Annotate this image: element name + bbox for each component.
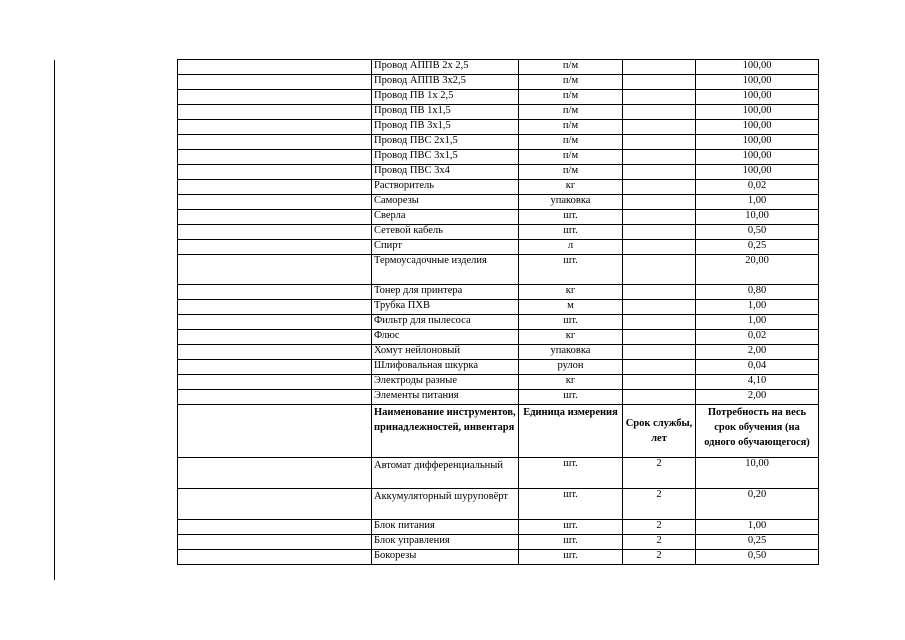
service-life-cell: [623, 315, 696, 330]
quantity-cell: 100,00: [696, 60, 819, 75]
blank-cell: [178, 165, 372, 180]
service-life-cell: 2: [623, 550, 696, 565]
name-cell: Провод ПВ 3х1,5: [372, 120, 519, 135]
table-row: [178, 390, 819, 405]
unit-cell: п/м: [519, 75, 623, 90]
blank-cell: [178, 255, 372, 285]
name-cell: Трубка ПХВ: [372, 300, 519, 315]
unit-cell: п/м: [519, 90, 623, 105]
left-margin-line: [54, 60, 55, 580]
blank-cell: [178, 535, 372, 550]
name-cell: Сверла: [372, 210, 519, 225]
supplies-table-body: [178, 60, 819, 565]
service-life-cell: [623, 135, 696, 150]
blank-cell: [178, 520, 372, 535]
unit-cell: кг: [519, 375, 623, 390]
name-cell: Шлифовальная шкурка: [372, 360, 519, 375]
unit-cell: упаковка: [519, 345, 623, 360]
service-life-cell: 2: [623, 489, 696, 520]
quantity-cell: 0,50: [696, 550, 819, 565]
name-cell: Растворитель: [372, 180, 519, 195]
quantity-cell: 100,00: [696, 165, 819, 180]
table-row: [178, 315, 819, 330]
unit-cell: шт.: [519, 210, 623, 225]
table-row: [178, 60, 819, 75]
blank-cell: [178, 375, 372, 390]
blank-cell: [178, 285, 372, 300]
quantity-cell: 1,00: [696, 195, 819, 210]
unit-cell: шт.: [519, 315, 623, 330]
quantity-cell: 100,00: [696, 90, 819, 105]
table-header-row: [178, 405, 819, 458]
table-row: [178, 360, 819, 375]
table-row: [178, 550, 819, 565]
blank-cell: [178, 195, 372, 210]
name-cell: Спирт: [372, 240, 519, 255]
quantity-cell: 0,20: [696, 489, 819, 520]
quantity-cell: 100,00: [696, 135, 819, 150]
unit-cell: п/м: [519, 165, 623, 180]
blank-cell: [178, 315, 372, 330]
unit-cell: рулон: [519, 360, 623, 375]
quantity-cell: Потребность на весь срок обучения (на одного обучающегося): [696, 405, 819, 458]
table-row: [178, 150, 819, 165]
service-life-cell: [623, 375, 696, 390]
unit-cell: кг: [519, 180, 623, 195]
quantity-cell: 100,00: [696, 75, 819, 90]
quantity-cell: 2,00: [696, 390, 819, 405]
name-cell: Провод ПВ 1х 2,5: [372, 90, 519, 105]
blank-cell: [178, 240, 372, 255]
blank-cell: [178, 105, 372, 120]
blank-cell: [178, 210, 372, 225]
service-life-cell: [623, 360, 696, 375]
table-row: [178, 489, 819, 520]
service-life-cell: [623, 300, 696, 315]
name-cell: Провод АППВ 3х2,5: [372, 75, 519, 90]
blank-cell: [178, 180, 372, 195]
blank-cell: [178, 120, 372, 135]
quantity-cell: 20,00: [696, 255, 819, 285]
blank-cell: [178, 550, 372, 565]
service-life-cell: [623, 195, 696, 210]
table-row: [178, 210, 819, 225]
service-life-cell: [623, 255, 696, 285]
unit-cell: шт.: [519, 225, 623, 240]
blank-cell: [178, 150, 372, 165]
quantity-cell: 0,80: [696, 285, 819, 300]
service-life-cell: [623, 120, 696, 135]
service-life-cell: 2: [623, 535, 696, 550]
service-life-cell: [623, 90, 696, 105]
blank-cell: [178, 300, 372, 315]
blank-cell: [178, 75, 372, 90]
quantity-cell: 1,00: [696, 520, 819, 535]
blank-cell: [178, 225, 372, 240]
blank-cell: [178, 489, 372, 520]
quantity-cell: 100,00: [696, 150, 819, 165]
unit-cell: шт.: [519, 520, 623, 535]
name-cell: Провод ПВС 3х1,5: [372, 150, 519, 165]
quantity-cell: 10,00: [696, 210, 819, 225]
name-cell: Провод ПВ 1х1,5: [372, 105, 519, 120]
name-cell: Аккумуляторный шуруповёрт: [372, 489, 519, 520]
name-cell: Блок управления: [372, 535, 519, 550]
quantity-cell: 0,02: [696, 330, 819, 345]
unit-cell: шт.: [519, 550, 623, 565]
name-cell: Наименование инструментов, принадлежностей, инвентаря: [372, 405, 519, 458]
table-row: [178, 240, 819, 255]
name-cell: Провод ПВС 3х4: [372, 165, 519, 180]
unit-cell: кг: [519, 330, 623, 345]
name-cell: Хомут нейлоновый: [372, 345, 519, 360]
supplies-table: [177, 59, 819, 565]
service-life-cell: Срок службы, лет: [623, 405, 696, 458]
service-life-cell: [623, 60, 696, 75]
blank-cell: [178, 360, 372, 375]
blank-cell: [178, 135, 372, 150]
unit-cell: шт.: [519, 535, 623, 550]
quantity-cell: 0,25: [696, 535, 819, 550]
blank-cell: [178, 390, 372, 405]
service-life-cell: [623, 180, 696, 195]
quantity-cell: 2,00: [696, 345, 819, 360]
table-row: [178, 195, 819, 210]
unit-cell: п/м: [519, 150, 623, 165]
quantity-cell: 0,02: [696, 180, 819, 195]
name-cell: Тонер для принтера: [372, 285, 519, 300]
quantity-cell: 4,10: [696, 375, 819, 390]
table-row: [178, 120, 819, 135]
quantity-cell: 100,00: [696, 105, 819, 120]
unit-cell: м: [519, 300, 623, 315]
table-row: [178, 520, 819, 535]
table-row: [178, 330, 819, 345]
blank-cell: [178, 60, 372, 75]
name-cell: Провод АППВ 2х 2,5: [372, 60, 519, 75]
name-cell: Термоусадочные изделия: [372, 255, 519, 285]
service-life-cell: 2: [623, 458, 696, 489]
service-life-cell: [623, 105, 696, 120]
table-row: [178, 458, 819, 489]
name-cell: Электроды разные: [372, 375, 519, 390]
table-row: [178, 535, 819, 550]
name-cell: Флюс: [372, 330, 519, 345]
unit-cell: упаковка: [519, 195, 623, 210]
quantity-cell: 1,00: [696, 315, 819, 330]
quantity-cell: 10,00: [696, 458, 819, 489]
unit-cell: л: [519, 240, 623, 255]
table-row: [178, 285, 819, 300]
name-cell: Автомат дифференциальный: [372, 458, 519, 489]
name-cell: Фильтр для пылесоса: [372, 315, 519, 330]
blank-cell: [178, 458, 372, 489]
table-row: [178, 300, 819, 315]
table-row: [178, 345, 819, 360]
table-row: [178, 225, 819, 240]
service-life-cell: [623, 150, 696, 165]
table-row: [178, 375, 819, 390]
unit-cell: шт.: [519, 458, 623, 489]
table-row: [178, 135, 819, 150]
blank-cell: [178, 330, 372, 345]
name-cell: Бокорезы: [372, 550, 519, 565]
table-row: [178, 165, 819, 180]
service-life-cell: [623, 285, 696, 300]
unit-cell: шт.: [519, 489, 623, 520]
unit-cell: п/м: [519, 120, 623, 135]
service-life-cell: [623, 165, 696, 180]
name-cell: Блок питания: [372, 520, 519, 535]
blank-cell: [178, 90, 372, 105]
quantity-cell: 100,00: [696, 120, 819, 135]
service-life-cell: [623, 210, 696, 225]
unit-cell: кг: [519, 285, 623, 300]
unit-cell: шт.: [519, 255, 623, 285]
service-life-cell: [623, 240, 696, 255]
name-cell: Элементы питания: [372, 390, 519, 405]
unit-cell: п/м: [519, 60, 623, 75]
table-row: [178, 255, 819, 285]
unit-cell: шт.: [519, 390, 623, 405]
service-life-cell: 2: [623, 520, 696, 535]
quantity-cell: 0,04: [696, 360, 819, 375]
name-cell: Саморезы: [372, 195, 519, 210]
name-cell: Сетевой кабель: [372, 225, 519, 240]
quantity-cell: 1,00: [696, 300, 819, 315]
quantity-cell: 0,25: [696, 240, 819, 255]
service-life-cell: [623, 225, 696, 240]
service-life-cell: [623, 390, 696, 405]
blank-cell: [178, 405, 372, 458]
blank-cell: [178, 345, 372, 360]
service-life-cell: [623, 75, 696, 90]
quantity-cell: 0,50: [696, 225, 819, 240]
unit-cell: п/м: [519, 105, 623, 120]
table-row: [178, 75, 819, 90]
table-row: [178, 90, 819, 105]
service-life-cell: [623, 330, 696, 345]
unit-cell: Единица измерения: [519, 405, 623, 458]
table-row: [178, 180, 819, 195]
unit-cell: п/м: [519, 135, 623, 150]
service-life-cell: [623, 345, 696, 360]
name-cell: Провод ПВС 2х1,5: [372, 135, 519, 150]
table-row: [178, 105, 819, 120]
